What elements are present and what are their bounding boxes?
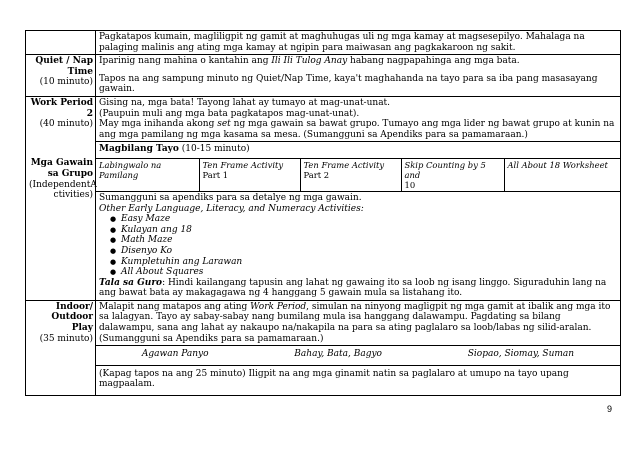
indoor-label-title: Indoor/ [55, 301, 93, 312]
activity-grid-row [96, 159, 620, 192]
indoor-line1: Malapit nang matapos ang ating Work Period, simulan na ninyong magligpit ng mga gamit at ibalik ang mga ito sa lalagyan. Tayo ay sabay-sabay nang bumilang mula isa hanggang dalawampu. Pagdating sa bilang dalawampu, sana ang lahat ay nakaupo na/nakapila na para sa ating paglalaro sa loob/labas ng silid-aralan. [99, 301, 611, 334]
work-label-duration: (40 minuto) [39, 119, 93, 130]
activity-list [99, 214, 617, 278]
magbilang-row [26, 142, 621, 159]
activity-grid [96, 159, 620, 192]
group-activities-row [26, 158, 621, 300]
games-cell [96, 346, 621, 366]
work-line1: Gising na, mga bata! Tayong lahat ay tumayo at mag-unat-unat. [99, 97, 391, 108]
magbilang-duration: (10-15 minuto) [178, 144, 250, 155]
gawain-label-title: Mga Gawain [30, 158, 93, 169]
indoor-outdoor-label [26, 300, 96, 395]
quiet-label-duration: (10 minuto) [39, 77, 93, 88]
gawain-label-sub2: ctivities) [53, 190, 93, 201]
list-item: ● All About Squares [121, 267, 617, 278]
activity-cell-2: Ten Frame Activity Part 1 [199, 159, 300, 192]
magbilang-title: Magbilang Tayo [99, 144, 179, 155]
indoor-outdoor-row [26, 300, 621, 345]
work-line2: (Paupuin muli ang mga bata pagkatapos mag-unat-unat). [99, 108, 360, 119]
closing-cell [96, 365, 621, 395]
quiet-line2: Tapos na ang sampung minuto ng Quiet/Nap Time, kaya't maghahanda na tayo para sa iba pang masasayang gawain. [99, 73, 598, 95]
gawain-label-title2: sa Grupo [47, 169, 93, 180]
activities-details [96, 192, 620, 300]
song-title: Ili Ili Tulog Anay [271, 56, 348, 67]
work-period-label [26, 96, 96, 158]
games-row [26, 346, 621, 366]
group-activities-label [26, 158, 96, 300]
list-item: ● Disenyo Ko [121, 246, 617, 257]
indoor-line2: (Sumangguni sa Apendiks para sa pamamaraan.) [99, 333, 324, 344]
activity-cell-3: Ten Frame Activity Part 2 [300, 159, 401, 192]
gawain-label-sub: (IndependentA [29, 179, 97, 190]
quiet-nap-content [96, 55, 621, 97]
work-period-content [96, 96, 621, 141]
quiet-nap-label [26, 55, 96, 97]
work-line3: May mga inihanda akong set ng mga gawain sa bawat grupo. Tumayo ang mga lider ng bawat grupo at kunin na ang mga pamilang ng mga kasama sa mesa. (Sumangguni sa Apendiks para sa pamamaraan.) [99, 119, 615, 140]
indoor-label-duration: (35 minuto) [39, 333, 93, 344]
closing-row [26, 365, 621, 395]
game-item: Siopao, Siomay, Suman [467, 349, 575, 360]
indoor-label-title2: Outdoor Play [51, 312, 93, 334]
intro-text [96, 31, 621, 55]
page-number: 9 [607, 404, 613, 414]
indoor-outdoor-content [96, 300, 621, 345]
quiet-nap-row [26, 55, 621, 97]
gawain-line1: Sumangguni sa apendiks para sa detalye ng mga gawain. [99, 192, 362, 203]
games-list [99, 349, 617, 360]
gawain-line2: Other Early Language, Literacy, and Numeracy Activities: [99, 203, 364, 214]
quiet-line1: Iparinig nang mahina o kantahin ang Ili Ili Tulog Anay habang nagpapahinga ang mga bata. [99, 56, 520, 67]
list-item: ● Math Maze [121, 235, 617, 246]
list-item: ● Kumpletuhin ang Larawan [121, 257, 617, 268]
group-activities-content [96, 158, 621, 300]
quiet-label-title2: Time [67, 66, 93, 77]
lesson-plan-table [25, 30, 621, 396]
quiet-label-title: Quiet / Nap [35, 56, 93, 67]
magbilang-heading [96, 142, 621, 159]
intro-row [26, 31, 621, 55]
activity-cell-4: Skip Counting by 5 and 10 [401, 159, 504, 192]
closing-text: (Kapag tapos na ang 25 minuto) Iligpit na ang mga ginamit natin sa paglalaro at umupo na tayo upang magpaalam. [99, 368, 569, 390]
activity-cell-1: Labingwalo na Pamilang [96, 159, 199, 192]
game-item: Bahay, Bata, Bagyo [294, 349, 382, 360]
game-item: Agawan Panyo [141, 349, 209, 360]
activity-cell-5: All About 18 Worksheet [504, 159, 620, 192]
work-period-row [26, 96, 621, 141]
teacher-note: Tala sa Guro: Hindi kailangang tapusin ang lahat ng gawaing ito sa loob ng isang linggo. Siguraduhin lang na ang bawat bata ay makagagawa ng 4 hanggang 5 gawain mula sa listahang ito. [99, 277, 607, 299]
intro-label-cell [26, 31, 96, 55]
list-item: ● Kulayan ang 18 [121, 225, 617, 236]
list-item: ● Easy Maze [121, 214, 617, 225]
intro-paragraph: Pagkatapos kumain, magliligpit ng gamit at maghuhugas uli ng mga kamay at magsesepilyo. Mahalaga na palaging malinis ang ating mga kamay at ngipin para maiwasan ang pagkakaroon ng sakit. [99, 32, 585, 53]
work-label-title: Work Period 2 [30, 97, 93, 119]
